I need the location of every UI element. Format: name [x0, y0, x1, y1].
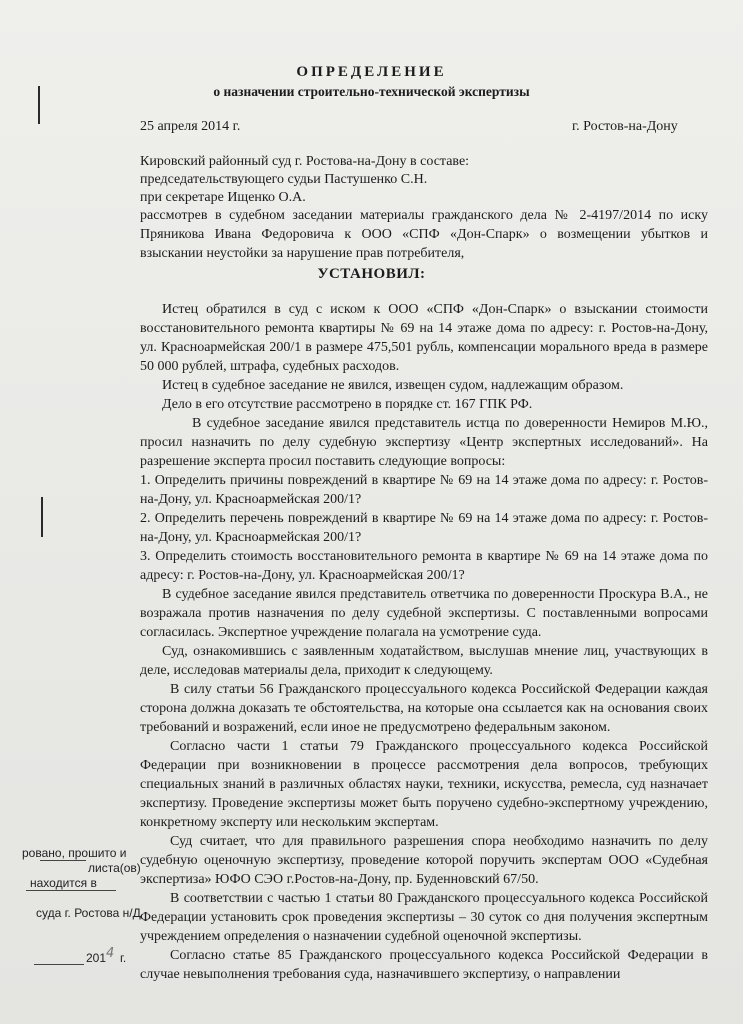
body-paragraphs [140, 300, 708, 984]
considering-block [140, 206, 708, 263]
paragraph: Суд считает, что для правильного разрешения спора необходимо назначить по делу судебную оценочную экспертизу, проведение которой поручить экспертам ООО «Судебная экспертиза» ЮФО СЭО г.Ростов-на-Дону, пр. Буденновский 67/50. [140, 834, 708, 887]
list-item: 2. Определить перечень повреждений в квартире № 69 на 14 этаже дома по адресу: г. Ростов-на-Дону, ул. Красноармейская 200/1? [140, 511, 708, 545]
document-date: 25 апреля 2014 г. [140, 119, 241, 134]
paragraph: В судебное заседание явился представитель истца по доверенности Немиров М.Ю., просил назначить по делу судебную экспертизу «Центр экспертных исследований». На разрешение эксперта просил поставить следующие вопросы: [140, 416, 708, 469]
intro-court: Кировский районный суд г. Ростова-на-Дону в составе: [140, 154, 470, 169]
stamp-line-4: суда г. Ростова н/Д [36, 906, 141, 920]
considering-line: Пряникова Ивана Федоровича к ООО «СПФ «Дон-Спарк» о возмещении убытков и [140, 227, 708, 242]
considering-line: взыскании неустойки за нарушение прав потребителя, [140, 246, 465, 261]
stamp-line-3: находится в [30, 876, 97, 890]
certification-stamp [0, 836, 150, 966]
paragraph: В силу статьи 56 Гражданского процессуального кодекса Российской Федерации каждая сторона должна доказать те обстоятельства, на которые она ссылается как на основания своих требований и возражений, если иное не предусмотрено федеральным законом. [140, 682, 708, 735]
margin-mark-middle [41, 497, 43, 537]
stamp-year-suffix: г. [120, 951, 127, 965]
paragraph: Суд, ознакомившись с заявленным ходатайством, выслушав мнение лиц, участвующих в деле, исследовав материалы дела, приходит к следующему. [140, 644, 708, 678]
stamp-handwritten-year: 4 [106, 946, 115, 961]
list-item: 1. Определить причины повреждений в квартире № 69 на 14 этаже дома по адресу: г. Ростов-на-Дону, ул. Красноармейская 200/1? [140, 473, 708, 507]
stamp-year-prefix: 201 [86, 951, 107, 965]
document-title: ОПРЕДЕЛЕНИЕ [296, 64, 447, 80]
considering-line: рассмотрев в судебном заседании материалы гражданского дела № 2-4197/2014 по иску [140, 208, 708, 223]
stamp-line-1: ровано, прошито и [22, 846, 127, 860]
document-city: г. Ростов-на-Дону [572, 119, 678, 134]
list-item: 3. Определить стоимость восстановительного ремонта в квартире № 69 на 14 этаже дома по адресу: г. Ростов-на-Дону, ул. Красноармейская 200/1? [140, 549, 708, 583]
paragraph: Согласно части 1 статьи 79 Гражданского процессуального кодекса Российской Федерации при возникновении в процессе рассмотрения дела вопросов, требующих специальных знаний в различных областях науки, техники, искусства, ремесла, суд назначает экспертизу. Проведение экспертизы может быть поручено судебно-экспертному учреждению, конкретному эксперту или нескольким экспертам. [140, 739, 708, 830]
stamp-line-2: листа(ов) [88, 861, 141, 875]
intro-secretary: при секретаре Ищенко О.А. [140, 190, 306, 205]
stamp-blank-line [34, 964, 84, 965]
stamp-blank-line [40, 860, 86, 861]
document-subtitle: о назначении строительно-технической экспертизы [213, 84, 530, 99]
intro-judge: председательствующего судьи Пастушенко С.Н. [140, 172, 428, 187]
section-heading: УСТАНОВИЛ: [317, 266, 426, 282]
paragraph: В соответствии с частью 1 статьи 80 Гражданского процессуального кодекса Российской Федерации установить срок проведения экспертизы – 30 суток со дня получения экспертным учреждением определения о назначении судебной оценочной экспертизы. [140, 891, 708, 944]
paragraph: Истец обратился в суд с иском к ООО «СПФ «Дон-Спарк» о взыскании стоимости восстановительного ремонта квартиры № 69 на 14 этаже дома по адресу: г. Ростов-на-Дону, ул. Красноармейская 200/1 в размере 475,501 рубль, компенсации морального вреда в размере 50 000 рублей, штрафа, судебных расходов. [140, 302, 708, 374]
stamp-blank-line [26, 890, 116, 891]
paragraph: Истец в судебное заседание не явился, извещен судом, надлежащим образом. [162, 378, 624, 393]
paragraph: В судебное заседание явился представитель ответчика по доверенности Проскура В.А., не возражала против назначения по делу судебной экспертизы. С поставленными вопросами согласилась. Экспертное учреждение полагала на усмотрение суда. [140, 587, 708, 640]
paragraph: Дело в его отсутствие рассмотрено в порядке ст. 167 ГПК РФ. [162, 397, 533, 412]
paragraph: Согласно статье 85 Гражданского процессуального кодекса Российской Федерации в случае невыполнения требования суда, назначившего экспертизу, о направлении [140, 948, 708, 982]
